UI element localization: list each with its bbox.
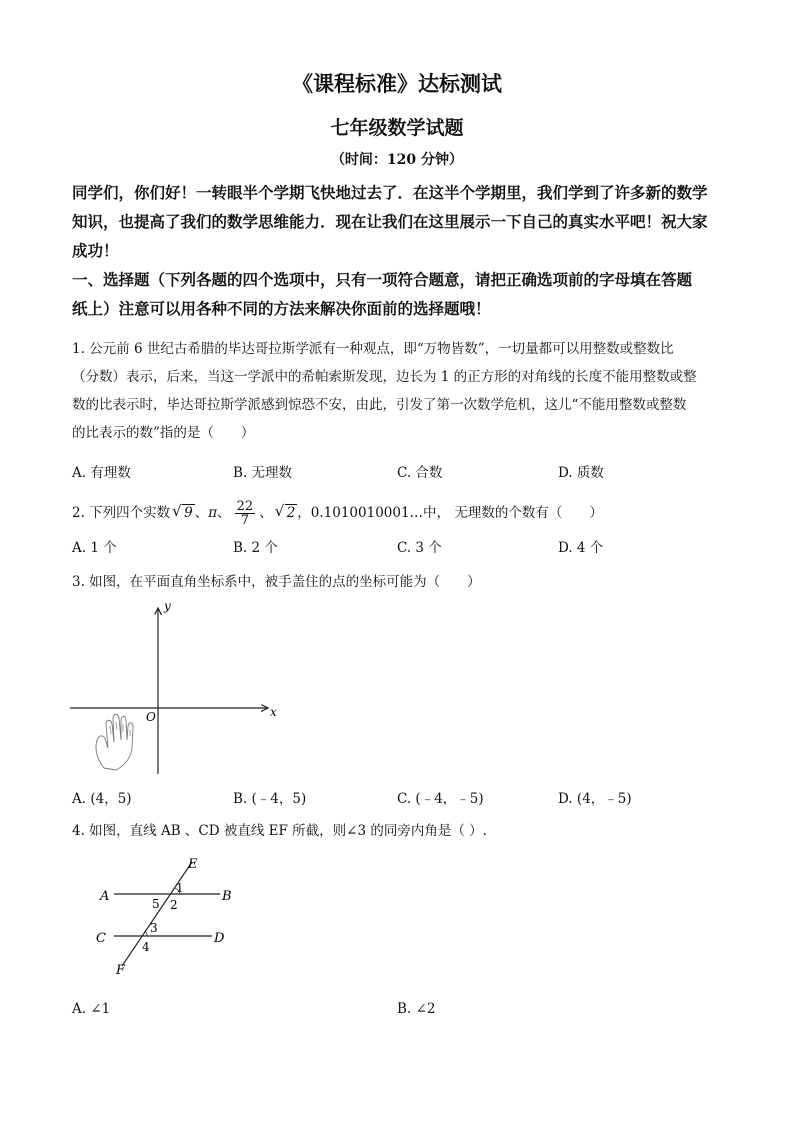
label-e: E [188, 857, 198, 872]
sqrt-nine: √ 9 [172, 496, 195, 530]
angle-label-1: 1 [176, 881, 184, 895]
question-2-prefix: 2. 下列四个实数 [72, 505, 171, 521]
question-3 [72, 568, 722, 596]
option-a[interactable]: A. (4，5) [72, 791, 132, 807]
intro-line: 同学们，你们好！一转眼半个学期飞快地过去了．在这半个学期里，我们学到了许多新的数学 [72, 183, 708, 202]
angle-arc-3 [145, 931, 147, 936]
section-heading: 一、选择题（下列各题的四个选项中，只有一项符合题意，请把正确选项前的字母填在答题 [72, 270, 693, 289]
coordinate-plane-figure [60, 598, 290, 780]
question-4 [72, 817, 722, 845]
option-a[interactable]: A. 有理数 [72, 465, 131, 481]
question-1 [72, 335, 722, 447]
question-line: 4. 如图，直线 AB 、CD 被直线 EF 所截，则∠3 的同旁内角是（ ）. [72, 823, 487, 839]
fraction-22-7: $\frac{22}{7}$ [236, 499, 254, 528]
intro-line: 知识，也提高了我们的数学思维能力．现在让我们在这里展示一下自己的真实水平吧！祝大家 [72, 212, 708, 231]
label-b: B [222, 889, 232, 904]
question-line: 数的比表示时，毕达哥拉斯学派感到惊恐不安，由此，引发了第一次数学危机，这儿“不能用整数或整数 [72, 397, 687, 413]
y-axis-label: y [164, 599, 171, 613]
option-c[interactable]: C. 合数 [397, 465, 443, 481]
exam-title: 《课程标准》达标测试 [292, 71, 502, 96]
question-line: 的比表示的数”指的是（ ） [72, 425, 255, 441]
question-line: （分数）表示，后来，当这一学派中的希帕索斯发现，边长为 1 的正方形的对角线的长度不能用整数或整 [72, 369, 697, 385]
label-a: A [100, 889, 110, 904]
pi-symbol: π [208, 505, 218, 521]
radical-icon: √ [274, 502, 285, 520]
radical-icon: √ [172, 502, 182, 520]
exam-time: （时间：120 分钟） [330, 152, 464, 168]
angle-label-4: 4 [142, 940, 150, 954]
option-d[interactable]: D. 质数 [558, 465, 604, 481]
option-b[interactable]: B. 无理数 [233, 465, 293, 481]
option-c[interactable]: C. (﹣4，﹣5) [397, 791, 484, 807]
option-b[interactable]: B. (﹣4，5) [233, 791, 307, 807]
exam-subtitle: 七年级数学试题 [330, 117, 464, 139]
label-d: D [214, 931, 225, 946]
angle-label-5: 5 [152, 897, 160, 911]
intro-text [72, 178, 724, 323]
angle-label-3: 3 [150, 921, 158, 935]
option-b[interactable]: B. 2 个 [233, 540, 278, 556]
option-d[interactable]: D. 4 个 [558, 540, 604, 556]
question-line: 1. 公元前 6 世纪古希腊的毕达哥拉斯学派有一种观点，即“万物皆数”，一切量都可以用整数或整数比 [72, 341, 674, 357]
question-line: 3. 如图，在平面直角坐标系中，被手盖住的点的坐标可能为（ ） [72, 574, 481, 590]
section-heading: 纸上）注意可以用各种不同的方法来解决你面前的选择题哦！ [72, 299, 491, 318]
option-a[interactable]: A. 1 个 [72, 540, 117, 556]
question-2-suffix: ，0.1010010001…中， 无理数的个数有（ ） [297, 505, 603, 521]
origin-label: O [146, 710, 156, 724]
question-2: 2. 下列四个实数 √ 9 、π、 $\frac{22}{7}$ 、 √ 2 ，0.1010010001…中， 无理数的个数有（ ） [72, 496, 722, 530]
option-c[interactable]: C. 3 个 [397, 540, 442, 556]
option-d[interactable]: D. (4，﹣5) [558, 791, 632, 807]
sqrt-two: √ 2 [275, 496, 298, 530]
label-f: F [116, 963, 126, 978]
line-ef [122, 862, 192, 966]
intro-line: 成功！ [72, 241, 119, 260]
parallel-lines-figure [90, 852, 250, 978]
angle-label-2: 2 [170, 898, 178, 912]
option-a[interactable]: A. ∠1 [72, 1001, 111, 1017]
x-axis-label: x [270, 705, 277, 719]
label-c: C [96, 931, 106, 946]
option-b[interactable]: B. ∠2 [397, 1001, 436, 1017]
hand-icon [96, 714, 133, 770]
